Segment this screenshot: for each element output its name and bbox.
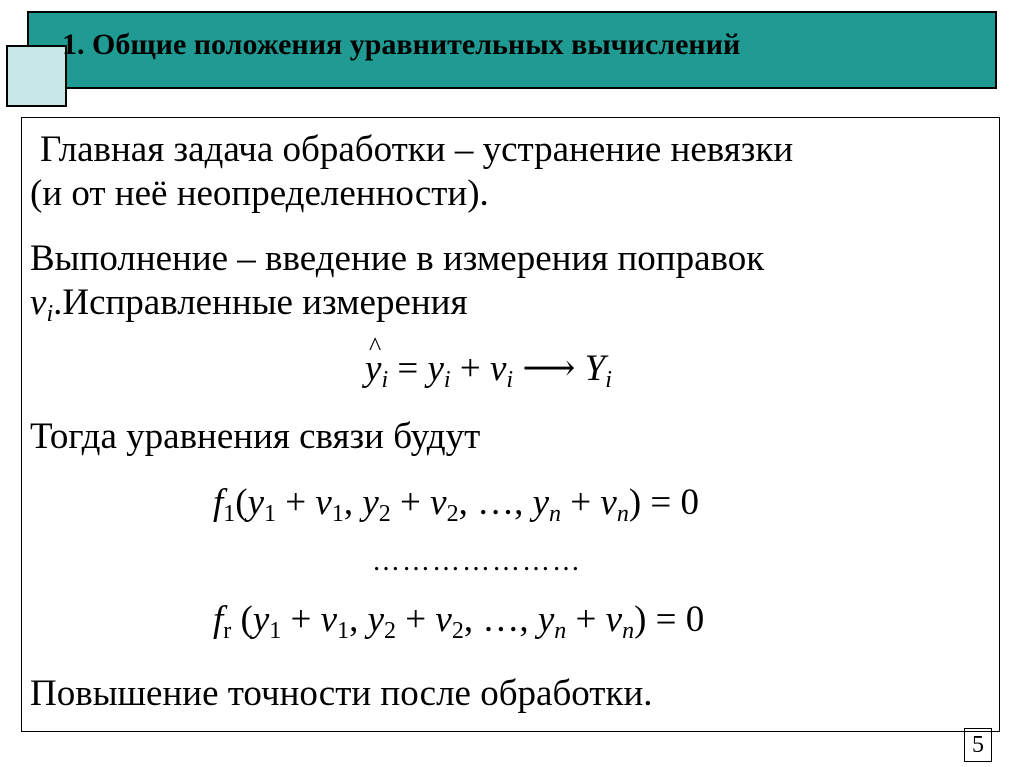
text-line-4 xyxy=(30,281,468,336)
text-line-5: Тогда уравнения связи будут xyxy=(30,416,481,457)
text-line-3: Выполнение – введение в измерения поправок xyxy=(30,238,765,279)
v-variable: v xyxy=(30,282,47,323)
page-number: 5 xyxy=(964,728,992,762)
corner-decoration xyxy=(6,45,67,107)
equation-corrected-measurements: y $\^{}_i = y_i + v_i$ ⟶ $Y_i$ xyxy=(365,347,612,402)
slide-title: 1. Общие положения уравнительных вычислений xyxy=(62,28,741,61)
text-line-4-rest: .Исправленные измерения xyxy=(53,282,468,323)
equation-f1: $f_1(y_1 + v_1$, $y_2 + v_2$, …, $y_n + v_n) = 0$ xyxy=(213,482,700,527)
v-subscript: i xyxy=(46,301,54,327)
equation-dots: ………………… xyxy=(372,546,582,577)
text-line-2: (и от неё неопределенности). xyxy=(30,173,489,214)
text-line-6: Повышение точности после обработки. xyxy=(30,673,653,714)
text-line-1: Главная задача обработки – устранение невязки xyxy=(40,129,794,170)
equation-fr: $f_r$ ($y_1 + v_1$, $y_2 + v_2$, …, $y_n + v_n) = 0$ xyxy=(213,599,705,644)
